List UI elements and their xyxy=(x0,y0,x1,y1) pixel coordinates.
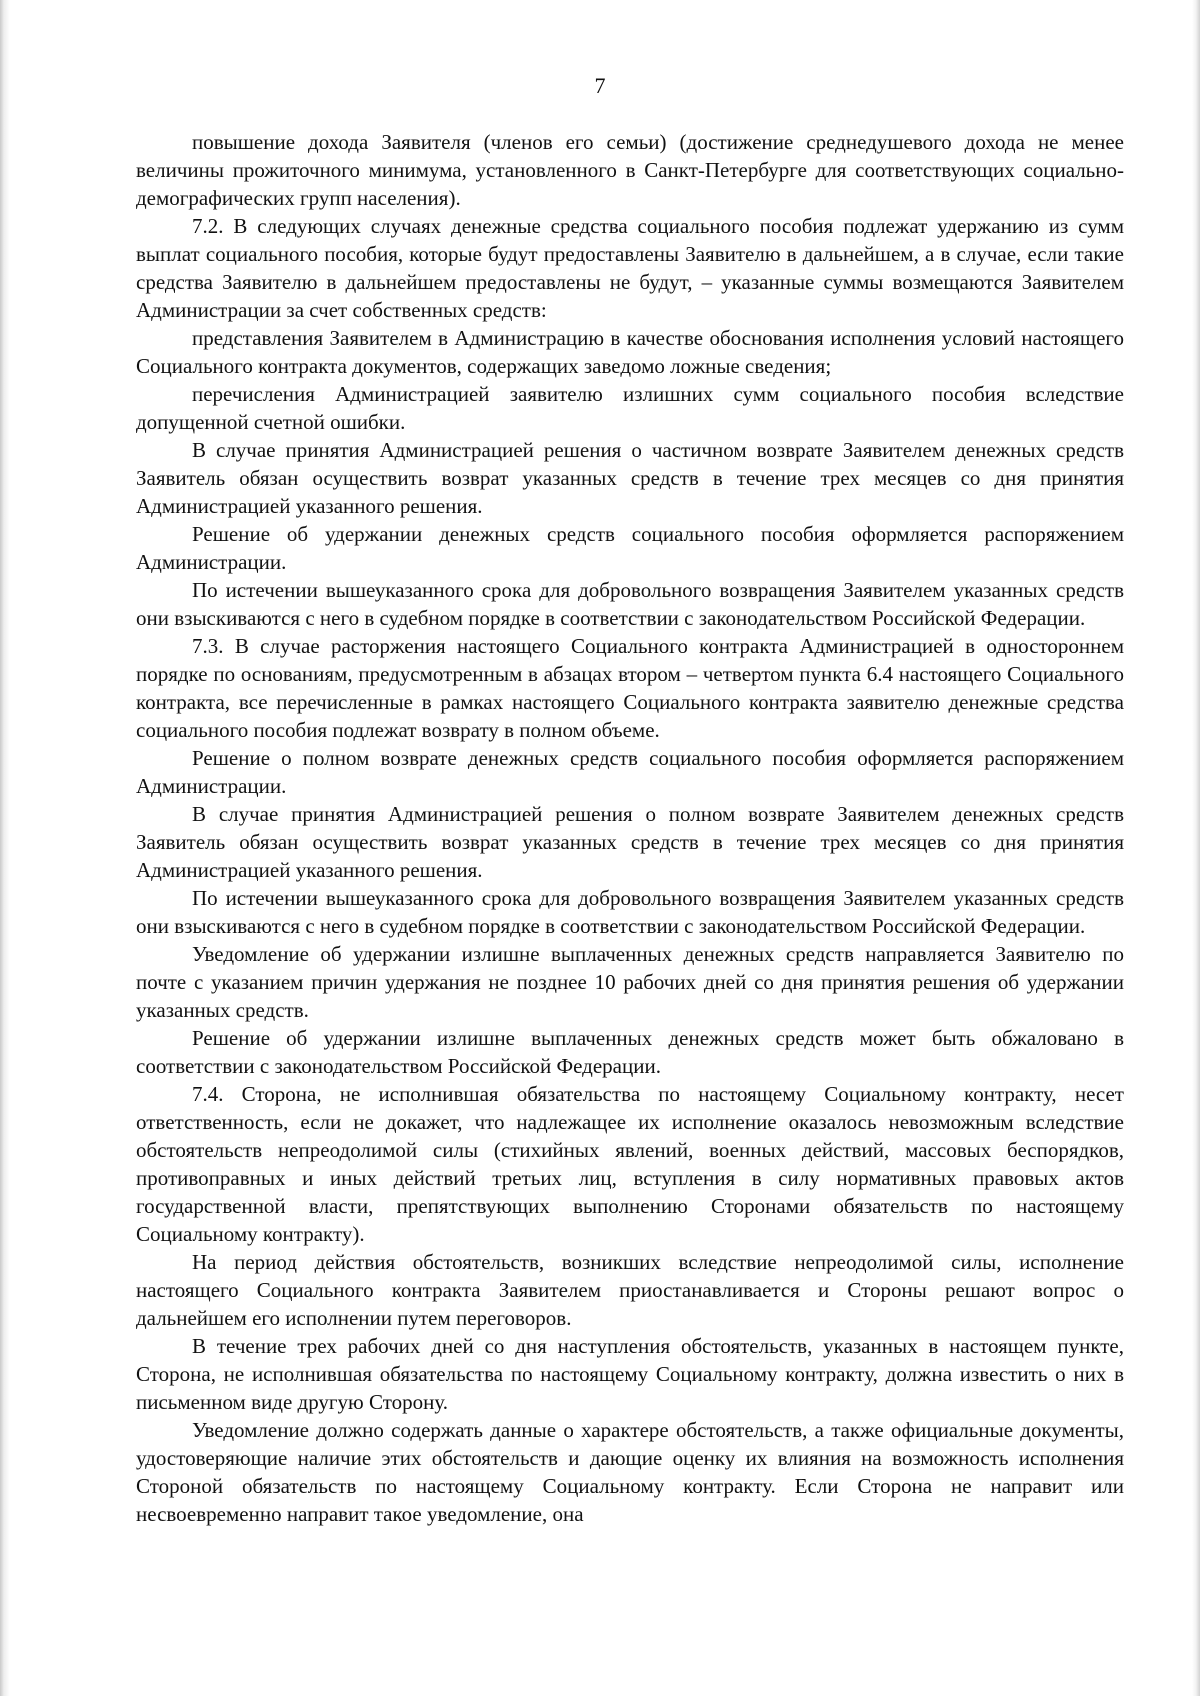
paragraph: повышение дохода Заявителя (членов его семьи) (достижение среднедушевого дохода не менее величины прожиточного минимума, установленного в Санкт-Петербурге для соответствующих социально-демографических групп населения). xyxy=(136,130,1124,210)
paragraph: 7.4. Сторона, не исполнившая обязательства по настоящему Социальному контракту, несет ответственность, если не докажет, что надлежащее их исполнение оказалось невозможным вследствие обстоятельств непреодолимой силы (стихийных явлений, военных действий, массовых беспорядков, противоправных и иных действий третьих лиц, вступления в силу нормативных правовых актов государственной власти, препятствующих выполнению Сторонами обязательств по настоящему Социальному контракту). xyxy=(136,1082,1124,1246)
document-body xyxy=(136,128,1124,1528)
paragraph: В случае принятия Администрацией решения о полном возврате Заявителем денежных средств Заявитель обязан осуществить возврат указанных средств в течение трех месяцев со дня принятия Администрацией указанного решения. xyxy=(136,802,1124,882)
paragraph: В случае принятия Администрацией решения о частичном возврате Заявителем денежных средств Заявитель обязан осуществить возврат указанных средств в течение трех месяцев со дня принятия Администрацией указанного решения. xyxy=(136,438,1124,518)
paragraph: Решение об удержании излишне выплаченных денежных средств может быть обжаловано в соответствии с законодательством Российской Федерации. xyxy=(136,1026,1124,1078)
paragraph: представления Заявителем в Администрацию в качестве обоснования исполнения условий настоящего Социального контракта документов, содержащих заведомо ложные сведения; xyxy=(136,326,1124,378)
scan-edge-left xyxy=(0,0,10,1696)
paragraph: На период действия обстоятельств, возникших вследствие непреодолимой силы, исполнение настоящего Социального контракта Заявителем приостанавливается и Стороны решают вопрос о дальнейшем его исполнении путем переговоров. xyxy=(136,1250,1124,1330)
page-number: 7 xyxy=(594,73,606,98)
paragraph: В течение трех рабочих дней со дня наступления обстоятельств, указанных в настоящем пункте, Сторона, не исполнившая обязательства по настоящему Социальному контракту, должна известить о них в письменном виде другую Сторону. xyxy=(136,1334,1124,1414)
paragraph: 7.3. В случае расторжения настоящего Социального контракта Администрацией в одностороннем порядке по основаниям, предусмотренным в абзацах втором – четвертом пункта 6.4 настоящего Социального контракта, все перечисленные в рамках настоящего Социального контракта заявителю денежные средства социального пособия подлежат возврату в полном объеме. xyxy=(136,634,1124,742)
paragraph: По истечении вышеуказанного срока для добровольного возвращения Заявителем указанных средств они взыскиваются с него в судебном порядке в соответствии с законодательством Российской Федерации. xyxy=(136,886,1124,938)
paragraph: Уведомление об удержании излишне выплаченных денежных средств направляется Заявителю по почте с указанием причин удержания не позднее 10 рабочих дней со дня принятия решения об удержании указанных средств. xyxy=(136,942,1124,1022)
paragraph: Решение о полном возврате денежных средств социального пособия оформляется распоряжением Администрации. xyxy=(136,746,1124,798)
paragraph: По истечении вышеуказанного срока для добровольного возвращения Заявителем указанных средств они взыскиваются с него в судебном порядке в соответствии с законодательством Российской Федерации. xyxy=(136,578,1124,630)
paragraph: перечисления Администрацией заявителю излишних сумм социального пособия вследствие допущенной счетной ошибки. xyxy=(136,382,1124,434)
paragraph: Уведомление должно содержать данные о характере обстоятельств, а также официальные документы, удостоверяющие наличие этих обстоятельств и дающие оценку их влияния на возможность исполнения Стороной обязательств по настоящему Социальному контракту. Если Сторона не направит или несвоевременно направит такое уведомление, она xyxy=(136,1418,1124,1526)
paragraph: 7.2. В следующих случаях денежные средства социального пособия подлежат удержанию из сумм выплат социального пособия, которые будут предоставлены Заявителю в дальнейшем, а в случае, если такие средства Заявителю в дальнейшем предоставлены не будут, – указанные суммы возмещаются Заявителем Администрации за счет собственных средств: xyxy=(136,214,1124,322)
paragraph: Решение об удержании денежных средств социального пособия оформляется распоряжением Администрации. xyxy=(136,522,1124,574)
scan-edge-right xyxy=(1192,0,1200,1696)
